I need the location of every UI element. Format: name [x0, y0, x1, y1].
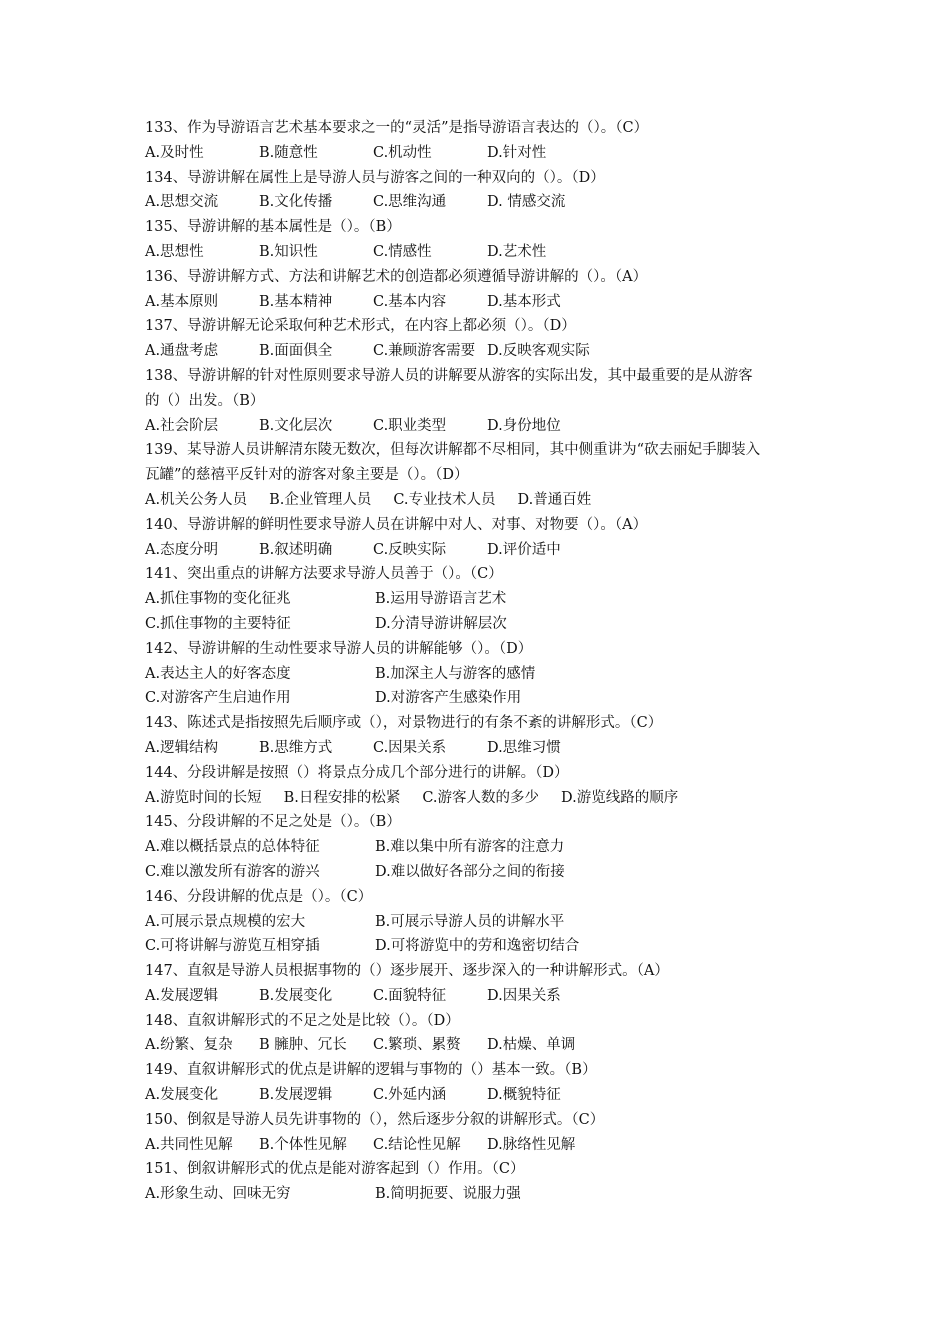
answer-option: B.企业管理人员	[269, 491, 372, 508]
answer-option: A.抓住事物的变化征兆	[145, 591, 291, 608]
answer-option: C.面貌特征	[373, 987, 447, 1004]
answer-option: A.难以概括景点的总体特征	[145, 839, 320, 856]
options-line	[145, 1033, 825, 1058]
answer-option: D.难以做好各部分之间的衔接	[375, 863, 565, 880]
answer-option: B.随意性	[259, 144, 318, 161]
answer-option: B.加深主人与游客的感情	[375, 665, 536, 682]
question-line: 151、倒叙讲解形式的优点是能对游客起到（）作用。（C）	[145, 1161, 525, 1178]
answer-option: A.游览时间的长短	[145, 789, 262, 806]
question-line: 141、突出重点的讲解方法要求导游人员善于（）。（C）	[145, 566, 503, 583]
answer-option: C.游客人数的多少	[422, 789, 540, 806]
answer-option: A.机关公务人员	[145, 491, 248, 508]
answer-option: C.兼顾游客需要	[373, 343, 476, 360]
options-line	[145, 339, 825, 364]
question-line: 149、直叙讲解形式的优点是讲解的逻辑与事物的（）基本一致。（B）	[145, 1062, 597, 1079]
options-line	[145, 414, 825, 439]
question-line: 134、导游讲解在属性上是导游人员与游客之间的一种双向的（）。（D）	[145, 169, 605, 186]
answer-option: A.思想交流	[145, 194, 219, 211]
answer-option: C.反映实际	[373, 541, 447, 558]
answer-option: B.基本精神	[259, 293, 333, 310]
answer-option: B.日程安排的松紧	[283, 789, 401, 806]
answer-option: C.结论性见解	[373, 1136, 461, 1153]
answer-option: D.脉络性见解	[487, 1136, 576, 1153]
answer-option: A.形象生动、回味无穷	[145, 1186, 291, 1203]
answer-option: D.评价适中	[487, 541, 561, 558]
options-line	[145, 587, 825, 612]
answer-option: A.纷繁、复杂	[145, 1037, 233, 1054]
answer-option: A.思想性	[145, 243, 204, 260]
options-line	[145, 141, 825, 166]
answer-option: C.繁琐、累赘	[373, 1037, 461, 1054]
options-line	[145, 786, 825, 811]
question-line: 的（）出发。（B）	[145, 392, 265, 409]
answer-option: D.艺术性	[487, 243, 547, 260]
question-line: 138、导游讲解的针对性原则要求导游人员的讲解要从游客的实际出发，其中最重要的是从游客	[145, 367, 753, 384]
answer-option: D.身份地位	[487, 417, 561, 434]
answer-option: A.表达主人的好客态度	[145, 665, 291, 682]
answer-option: C.机动性	[373, 144, 432, 161]
answer-option: D.游览线路的顺序	[561, 789, 679, 806]
question-line: 140、导游讲解的鲜明性要求导游人员在讲解中对人、对事、对物要（）。（A）	[145, 516, 648, 533]
options-line	[145, 240, 825, 265]
answer-option: D.基本形式	[487, 293, 561, 310]
options-line	[145, 984, 825, 1009]
answer-option: C.抓住事物的主要特征	[145, 615, 291, 632]
answer-option: A.共同性见解	[145, 1136, 233, 1153]
options-line	[145, 910, 825, 935]
answer-option: A.基本原则	[145, 293, 219, 310]
answer-option: B.文化层次	[259, 417, 333, 434]
options-line	[145, 662, 825, 687]
answer-option: C.可将讲解与游览互相穿插	[145, 938, 320, 955]
question-line: 139、某导游人员讲解清东陵无数次，但每次讲解都不尽相同，其中侧重讲为“砍去丽妃手脚装入	[145, 442, 761, 459]
answer-option: A.发展逻辑	[145, 987, 219, 1004]
question-line: 136、导游讲解方式、方法和讲解艺术的创造都必须遵循导游讲解的（）。（A）	[145, 268, 648, 285]
question-line: 144、分段讲解是按照（）将景点分成几个部分进行的讲解。（D）	[145, 764, 569, 781]
answer-option: B.面面俱全	[259, 343, 333, 360]
answer-option: C.思维沟通	[373, 194, 447, 211]
question-line: 143、陈述式是指按照先后顺序或（），对景物进行的有条不紊的讲解形式。（C）	[145, 715, 663, 732]
answer-option: B.文化传播	[259, 194, 333, 211]
answer-option: D.枯燥、单调	[487, 1037, 576, 1054]
options-line	[145, 736, 825, 761]
options-line	[145, 1133, 825, 1158]
answer-option: B.运用导游语言艺术	[375, 591, 507, 608]
answer-option: D.对游客产生感染作用	[375, 690, 522, 707]
question-line: 150、倒叙是导游人员先讲事物的（），然后逐步分叙的讲解形式。（C）	[145, 1111, 605, 1128]
options-line	[145, 488, 825, 513]
question-line: 137、导游讲解无论采取何种艺术形式，在内容上都必须（）。（D）	[145, 318, 576, 335]
options-line	[145, 934, 825, 959]
answer-option: B.叙述明确	[259, 541, 333, 558]
answer-option: D.分清导游讲解层次	[375, 615, 507, 632]
question-line: 133、作为导游语言艺术基本要求之一的“灵活”是指导游语言表达的（）。（C）	[145, 120, 649, 136]
answer-option: D.普通百姓	[517, 491, 592, 508]
question-line: 146、分段讲解的优点是（）。（C）	[145, 888, 373, 905]
answer-option: C.情感性	[373, 243, 432, 260]
options-line	[145, 190, 825, 215]
answer-option: D.可将游览中的劳和逸密切结合	[375, 938, 580, 955]
options-line	[145, 290, 825, 315]
answer-option: C.专业技术人员	[393, 491, 496, 508]
answer-option: B.简明扼要、说服力强	[375, 1186, 521, 1203]
answer-option: A.逻辑结构	[145, 739, 219, 756]
answer-option: B.发展变化	[259, 987, 333, 1004]
answer-option: B.可展示导游人员的讲解水平	[375, 913, 565, 930]
answer-option: B.难以集中所有游客的注意力	[375, 839, 565, 856]
answer-option: C.基本内容	[373, 293, 447, 310]
answer-option: C.因果关系	[373, 739, 447, 756]
question-line: 147、直叙是导游人员根据事物的（）逐步展开、逐步深入的一种讲解形式。（A）	[145, 963, 669, 980]
answer-option: B 臃肿、冗长	[259, 1037, 347, 1054]
answer-option: B.发展逻辑	[259, 1087, 333, 1104]
answer-option: D.因果关系	[487, 987, 561, 1004]
answer-option: D.思维习惯	[487, 739, 561, 756]
options-line	[145, 538, 825, 563]
answer-option: A.及时性	[145, 144, 204, 161]
options-line	[145, 1083, 825, 1108]
options-line	[145, 835, 825, 860]
answer-option: B.个体性见解	[259, 1136, 347, 1153]
answer-option: A.发展变化	[145, 1087, 219, 1104]
answer-option: C.难以激发所有游客的游兴	[145, 863, 320, 880]
answer-option: A.通盘考虑	[145, 343, 219, 360]
question-line: 135、导游讲解的基本属性是（）。（B）	[145, 219, 401, 236]
question-line: 瓦罐”的慈禧平反针对的游客对象主要是（）。（D）	[145, 467, 469, 484]
options-line	[145, 1182, 825, 1207]
options-line	[145, 860, 825, 885]
question-line: 142、导游讲解的生动性要求导游人员的讲解能够（）。（D）	[145, 640, 533, 657]
answer-option: D.针对性	[487, 144, 547, 161]
answer-option: A.可展示景点规模的宏大	[145, 913, 306, 930]
answer-option: C.对游客产生启迪作用	[145, 690, 291, 707]
document-body	[145, 116, 825, 1207]
options-line	[145, 612, 825, 637]
answer-option: A.社会阶层	[145, 417, 219, 434]
question-line: 145、分段讲解的不足之处是（）。（B）	[145, 814, 401, 831]
answer-option: B.知识性	[259, 243, 318, 260]
options-line	[145, 686, 825, 711]
answer-option: D.概貌特征	[487, 1087, 561, 1104]
answer-option: D.反映客观实际	[487, 343, 590, 360]
question-line: 148、直叙讲解形式的不足之处是比较（）。（D）	[145, 1012, 460, 1029]
answer-option: B.思维方式	[259, 739, 333, 756]
answer-option: D. 情感交流	[487, 194, 566, 211]
answer-option: C.外延内涵	[373, 1087, 447, 1104]
answer-option: A.态度分明	[145, 541, 219, 558]
answer-option: C.职业类型	[373, 417, 447, 434]
